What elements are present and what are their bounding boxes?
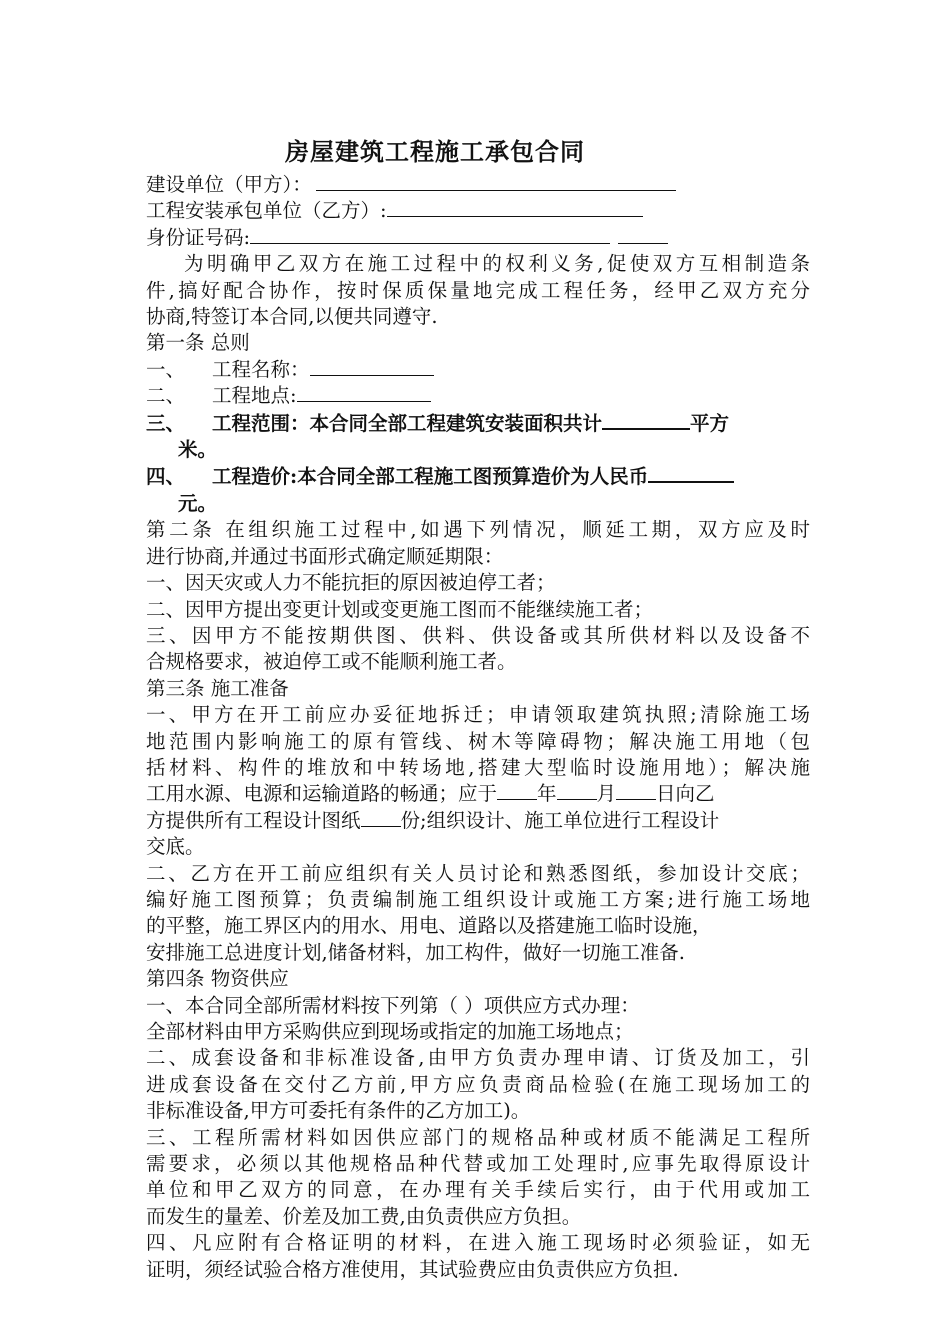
article3-p1-line-6: 交底。 (146, 835, 205, 859)
item3-blank (602, 410, 690, 430)
article4-line-10: 四、凡应附有合格证明的材料，在进入施工现场时必须验证，如无 (146, 1231, 810, 1255)
article4-line-1: 一、本合同全部所需材料按下列第（ ）项供应方式办理： (146, 993, 640, 1017)
item2-blank (297, 383, 431, 402)
drawings-tail-text: 份;组织设计、施工单位进行工程设计 (400, 808, 720, 832)
article4-line-3: 二、成套设备和非标准设备,由甲方负责办理申请、订货及加工，引 (146, 1046, 810, 1070)
year-label: 年 (537, 782, 557, 806)
article3-p1-line-1: 一、甲方在开工前应办妥征地拆迁；申请领取建筑执照;清除施工场 (146, 703, 810, 727)
party-a-blank (316, 172, 676, 191)
article3-p2-line-1: 二、乙方在开工前应组织有关人员讨论和熟悉图纸，参加设计交底； (146, 861, 810, 885)
date-lead-text: 工用水源、电源和运输道路的畅通；应于 (146, 782, 498, 806)
item3-unit: 平方 (690, 411, 730, 435)
article3-p2-line-2: 编好施工图预算；负责编制施工组织设计或施工方案;进行施工场地 (146, 887, 810, 911)
month-label: 月 (596, 782, 617, 806)
party-b-line (146, 198, 810, 224)
item4-text: 工程造价:本合同全部工程施工图预算造价为人民币 (212, 465, 649, 489)
article2-line-2: 进行协商,并通过书面形式确定顺延期限： (146, 544, 504, 568)
party-a-line (146, 172, 810, 198)
intro-line-3: 协商,特签订本合同,以便共同遵守. (146, 305, 438, 329)
article2-line-5: 三、因甲方不能按期供图、供料、供设备或其所供材料以及设备不 (146, 623, 810, 647)
article3-heading: 第三条 施工准备 (146, 676, 289, 700)
article1-item2 (146, 383, 810, 409)
article2-line-3: 一、因天灾或人力不能抗拒的原因被迫停工者； (146, 571, 556, 595)
article3-p2-line-4: 安排施工总进度计划,储备材料，加工构件，做好一切施工准备. (146, 940, 685, 964)
article4-line-5: 非标准设备,甲方可委托有条件的乙方加工)。 (146, 1099, 531, 1123)
year-blank (497, 781, 537, 800)
party-a-label: 建设单位（甲方）： (146, 173, 312, 196)
article4-line-7: 需要求，必须以其他规格品种代替或加工处理时,应事先取得原设计 (146, 1152, 810, 1176)
id-label: 身份证号码: (146, 225, 251, 249)
drawings-count-blank (361, 808, 401, 827)
id-blank-tail (618, 225, 668, 244)
item3-continuation: 米。 (178, 438, 218, 462)
day-label: 日向乙 (656, 782, 715, 806)
month-blank (557, 781, 597, 800)
article4-line-11: 证明，须经试验合格方准使用，其试验费应由负责供应方负担. (146, 1257, 679, 1281)
item3-number: 三、 (146, 411, 186, 435)
intro-line-2: 件,搞好配合协作，按时保质保量地完成工程任务，经甲乙双方充分 (146, 278, 810, 302)
item4-blank (648, 463, 734, 483)
item4-continuation: 元。 (178, 491, 218, 515)
article3-p1-line-3: 括材料、构件的堆放和中转场地,搭建大型临时设施用地）；解决施 (146, 755, 810, 779)
article1-item4 (146, 463, 810, 490)
article4-line-9: 而发生的量差、价差及加工费,由负责供应方负担。 (146, 1204, 582, 1228)
article4-line-2: 全部材料由甲方采购供应到现场或指定的加施工场地点； (146, 1020, 634, 1043)
intro-line-1: 为明确甲乙双方在施工过程中的权利义务,促使双方互相制造条 (184, 252, 810, 276)
item2-text: 工程地点: (212, 384, 297, 408)
article4-line-4: 进成套设备在交付乙方前,甲方应负责商品检验(在施工现场加工的 (146, 1072, 810, 1096)
article4-line-8: 单位和甲乙双方的同意，在办理有关手续后实行，由于代用或加工 (146, 1178, 810, 1202)
drawings-lead-text: 方提供所有工程设计图纸 (146, 808, 361, 832)
item1-text: 工程名称： (212, 357, 310, 381)
article3-p1-line-4 (146, 781, 810, 807)
item3-text: 工程范围：本合同全部工程建筑安装面积共计 (212, 411, 603, 435)
item4-number: 四、 (146, 465, 186, 489)
article2-line-6: 合规格要求，被迫停工或不能顺利施工者。 (146, 650, 517, 674)
id-blank (250, 225, 610, 244)
article4-heading: 第四条 物资供应 (146, 967, 289, 991)
party-b-label: 工程安装承包单位（乙方）: (146, 199, 387, 223)
article3-p1-line-5 (146, 808, 810, 834)
item1-number: 一、 (146, 357, 186, 381)
item2-number: 二、 (146, 384, 186, 408)
article4-line-6: 三、工程所需材料如因供应部门的规格品种或材质不能满足工程所 (146, 1125, 810, 1149)
page-title: 房屋建筑工程施工承包合同 (285, 137, 585, 166)
day-blank (616, 781, 656, 800)
party-b-blank (387, 198, 643, 217)
article3-p1-line-2: 地范围内影响施工的原有管线、树木等障碍物；解决施工用地（包 (146, 729, 810, 753)
article1-item3 (146, 410, 810, 437)
article1-heading: 第一条 总则 (146, 331, 250, 355)
article1-item1 (146, 357, 810, 383)
article2-line-4: 二、因甲方提出变更计划或变更施工图而不能继续施工者； (146, 597, 654, 621)
contract-body (146, 172, 810, 1283)
article2-line-1: 第二条 在组织施工过程中,如遇下列情况，顺延工期，双方应及时 (146, 518, 810, 542)
id-line (146, 225, 810, 251)
item1-blank (310, 357, 434, 376)
article3-p2-line-3: 的平整，施工界区内的用水、用电、道路以及搭建施工临时设施， (146, 914, 712, 938)
